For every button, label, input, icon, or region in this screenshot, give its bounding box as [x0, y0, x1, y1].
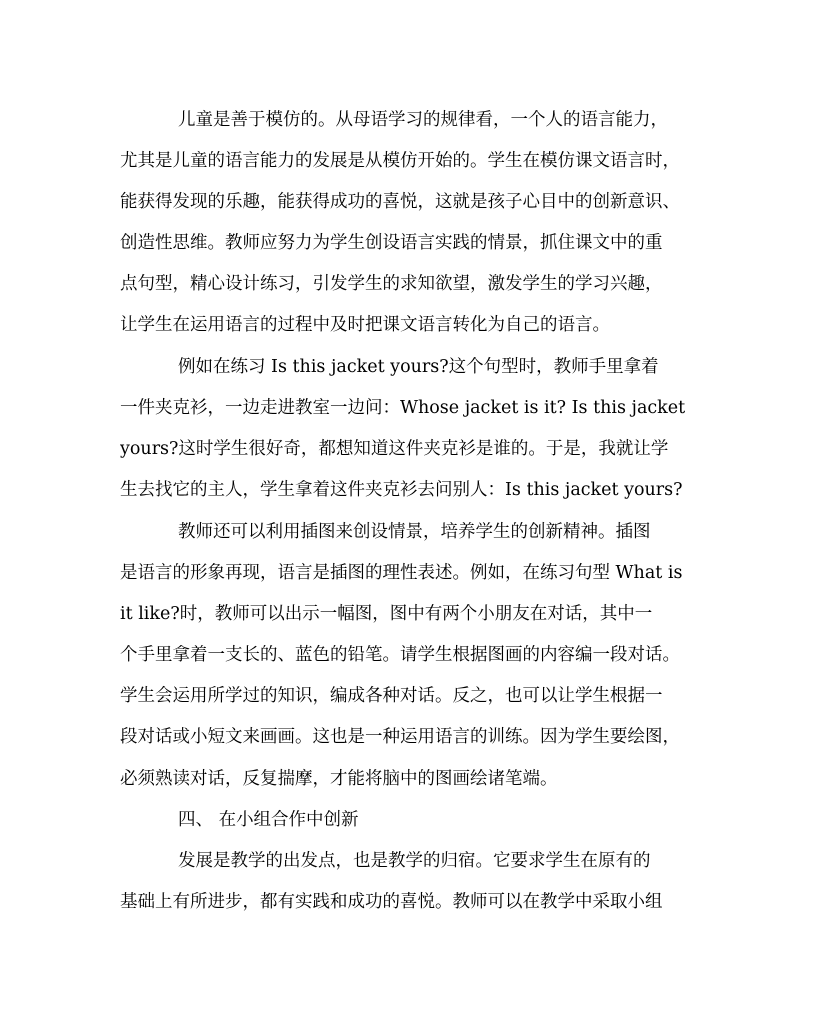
paragraph-line: 基础上有所进步，都有实践和成功的喜悦。教师可以在教学中采取小组	[120, 892, 663, 912]
paragraph-line: 一件夹克衫，一边走进教室一边问：Whose jacket is it? Is this jacket	[120, 398, 686, 418]
paragraph-line: it like?时，教师可以出示一幅图，图中有两个小朋友在对话，其中一	[120, 604, 653, 624]
paragraph-line: 学生会运用所学过的知识，编成各种对话。反之，也可以让学生根据一	[120, 686, 663, 706]
paragraph-line: 个手里拿着一支长的、蓝色的铅笔。请学生根据图画的内容编一段对话。	[120, 645, 680, 665]
paragraph-line: 发展是教学的出发点，也是教学的归宿。它要求学生在原有的	[178, 851, 651, 871]
section-heading: 四、 在小组合作中创新	[178, 810, 359, 830]
paragraph-line: 生去找它的主人，学生拿着这件夹克衫去问别人：Is this jacket yours?	[120, 480, 683, 500]
paragraph-line: 必须熟读对话，反复揣摩，才能将脑中的图画绘诸笔端。	[120, 769, 558, 789]
paragraph-line: 能获得发现的乐趣，能获得成功的喜悦，这就是孩子心目中的创新意识、	[120, 192, 680, 212]
paragraph-line: 是语言的形象再现，语言是插图的理性表述。例如，在练习句型 What is	[120, 563, 683, 583]
paragraph-line: yours?这时学生很好奇，都想知道这件夹克衫是谁的。于是，我就让学	[120, 439, 669, 459]
paragraph-line: 尤其是儿童的语言能力的发展是从模仿开始的。学生在模仿课文语言时，	[120, 151, 680, 171]
paragraph-line: 让学生在运用语言的过程中及时把课文语言转化为自己的语言。	[120, 315, 610, 335]
paragraph-line: 例如在练习 Is this jacket yours?这个句型时，教师手里拿着	[178, 357, 659, 377]
paragraph-line: 儿童是善于模仿的。从母语学习的规律看，一个人的语言能力，	[178, 110, 668, 130]
paragraph-line: 教师还可以利用插图来创设情景，培养学生的创新精神。插图	[178, 522, 651, 542]
paragraph-line: 段对话或小短文来画画。这也是一种运用语言的训练。因为学生要绘图，	[120, 727, 680, 747]
paragraph-line: 创造性思维。教师应努力为学生创设语言实践的情景，抓住课文中的重	[120, 233, 663, 253]
paragraph-line: 点句型，精心设计练习，引发学生的求知欲望，激发学生的学习兴趣，	[120, 274, 663, 294]
